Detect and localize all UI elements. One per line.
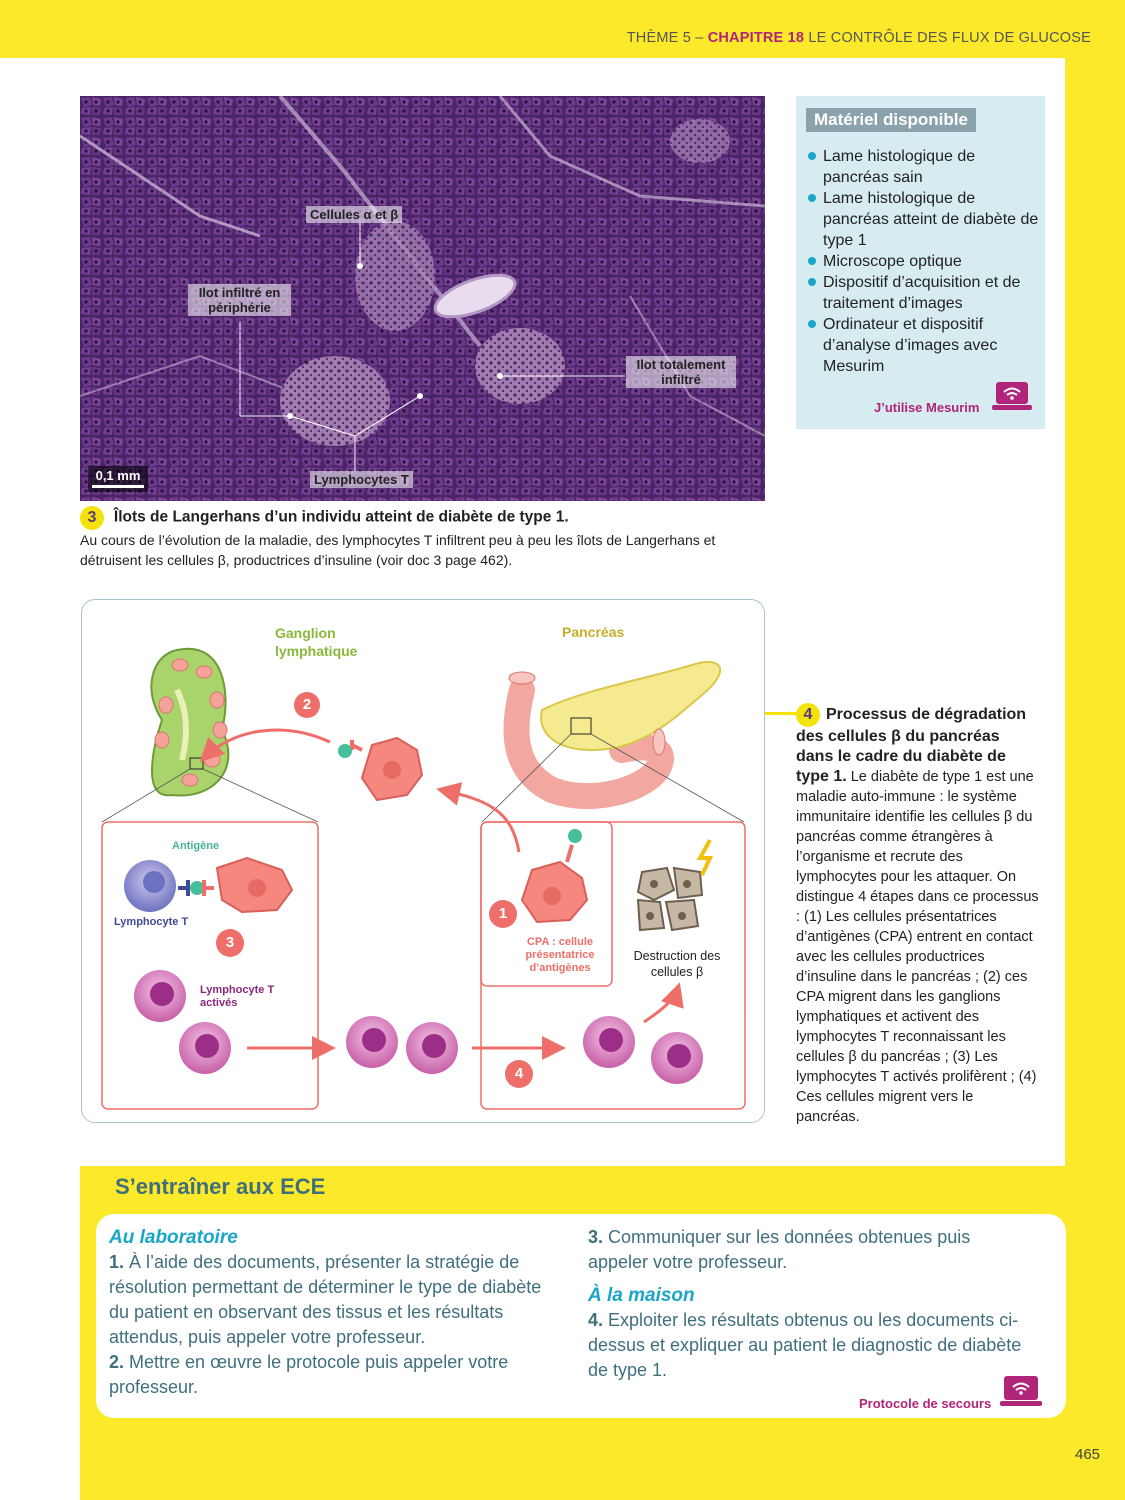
scale-line <box>92 485 144 488</box>
list-item: Ordinateur et dispositif d’analyse d’images avec Mesurim <box>808 314 1040 377</box>
header-theme: THÈME 5 – <box>626 30 704 46</box>
antigen-label: Antigène <box>172 840 220 852</box>
q4-text: Exploiter les résultats obtenus ou les documents ci-dessus et expliquer au patient le diagnostic de diabète de type 1. <box>588 1310 1022 1380</box>
q4-number: 4. <box>588 1310 604 1330</box>
ece-title: S’entraîner aux ECE <box>115 1174 326 1199</box>
header-chapter: CHAPITRE 18 <box>707 30 805 46</box>
question-2 <box>109 1350 549 1400</box>
mesurim-link[interactable]: J’utilise Mesurim <box>874 400 980 415</box>
activated-lymphocyte-label: Lymphocyte T activés <box>200 984 275 1009</box>
q2-number: 2. <box>109 1352 125 1372</box>
q3-text: Communiquer sur les données obtenues puis appeler votre professeur. <box>588 1227 971 1272</box>
pancreas-icon <box>509 662 720 796</box>
destruction-label: Destruction des cellules β <box>633 949 721 979</box>
doc3-number: 3 <box>80 506 104 530</box>
doc3-title: Îlots de Langerhans d’un individu atteint de diabète de type 1. <box>113 508 569 526</box>
lightning-icon <box>700 840 710 875</box>
home-subtitle: À la maison <box>588 1285 695 1306</box>
beta-cells-icon <box>638 868 702 930</box>
doc4-text: Le diabète de type 1 est une maladie auto-immune : le système immunitaire identifie les cellules β du pancréas comme étrangères à l’organisme et recrute des lymphocytes pour les attaquer. On distingue 4 étapes dans ce processus : (1) Les cellules présentatrices d’antigènes (CPA) entrent en contact avec les cellules productrices d’insuline dans le pancréas ; (2) ces CPA migrent dans les ganglions lymphatiques et activent des lymphocytes T reconnaissant les cellules β du pancréas ; (3) Les lymphocytes T activés prolifèrent ; (4) Ces cellules migrent vers le pancréas. <box>796 769 1039 1125</box>
q1-text: À l’aide des documents, présenter la stratégie de résolution permettant de déterminer le type de diabète du patient en observant des tissus et les résultats attendus, puis appeler votre professeur. <box>109 1252 542 1347</box>
list-item: Microscope optique <box>808 251 1040 272</box>
lab-subtitle: Au laboratoire <box>109 1227 238 1248</box>
question-4 <box>588 1308 1028 1383</box>
immune-process-diagram <box>81 599 765 1123</box>
scale-label: 0,1 mm <box>95 468 141 483</box>
cpa-cell-icon <box>338 738 422 800</box>
q3-number: 3. <box>588 1227 604 1247</box>
pancreas-label: Pancréas <box>562 624 625 640</box>
doc4-title: Processus de dégradation des cellules β du pancréas dans le cadre du diabète de type 1. <box>796 705 1027 785</box>
label-islet-periphery: Ilot infiltré en périphérie <box>188 284 291 316</box>
doc3-caption <box>80 506 770 570</box>
lymph-node-icon <box>151 649 228 796</box>
list-item: Dispositif d’acquisition et de traitement d’images <box>808 272 1040 314</box>
ece-box <box>96 1214 1066 1418</box>
materiel-box <box>796 96 1045 429</box>
running-header <box>627 30 1091 46</box>
materiel-list <box>808 146 1040 377</box>
ganglion-label: Ganglion lymphatique <box>275 625 358 659</box>
ece-right-column <box>588 1225 1028 1383</box>
list-item: Lame histologique de pancréas sain <box>808 146 1040 188</box>
doc4-connector <box>765 712 799 715</box>
q1-number: 1. <box>109 1252 125 1272</box>
laptop-wifi-icon[interactable] <box>998 1374 1044 1410</box>
micrograph-image <box>80 96 765 501</box>
doc3-text: Au cours de l’évolution de la maladie, des lymphocytes T infiltrent peu à peu les îlots de Langerhans et détruisent les cellules β, productrices d’insuline (voir doc 3 page 462). <box>80 532 716 568</box>
q2-text: Mettre en œuvre le protocole puis appeler votre professeur. <box>109 1352 509 1397</box>
cpa-in-pancreas-icon <box>522 829 587 922</box>
doc4-number: 4 <box>796 703 820 727</box>
secours-link[interactable]: Protocole de secours <box>859 1396 992 1411</box>
step-2-number: 2 <box>302 696 312 713</box>
question-3 <box>588 1225 1028 1275</box>
diagram-drawing <box>82 600 765 1123</box>
step-4-number: 4 <box>514 1065 524 1082</box>
micrograph-drawing <box>80 96 765 501</box>
ece-left-column <box>109 1225 549 1400</box>
materiel-title: Matériel disponible <box>806 108 976 132</box>
list-item: Lame histologique de pancréas atteint de diabète de type 1 <box>808 188 1040 251</box>
label-lymphocytes: Lymphocytes T <box>310 471 413 488</box>
scale-bar <box>88 466 148 492</box>
header-title: LE CONTRÔLE DES FLUX DE GLUCOSE <box>808 30 1091 46</box>
lymphocyte-label: Lymphocyte T <box>114 916 189 928</box>
step-3-number: 3 <box>225 934 235 951</box>
label-islet-total: Ilot totalement infiltré <box>626 356 736 388</box>
laptop-wifi-icon[interactable] <box>990 380 1034 414</box>
label-alpha-beta-cells: Cellules α et β <box>306 206 402 223</box>
cpa-label: CPA : cellule présentatrice d’antigènes <box>525 936 595 974</box>
top-band <box>0 0 1125 58</box>
doc4-caption <box>796 703 1040 1127</box>
step-1-number: 1 <box>498 905 508 922</box>
page-number: 465 <box>1075 1446 1101 1463</box>
question-1 <box>109 1250 549 1350</box>
